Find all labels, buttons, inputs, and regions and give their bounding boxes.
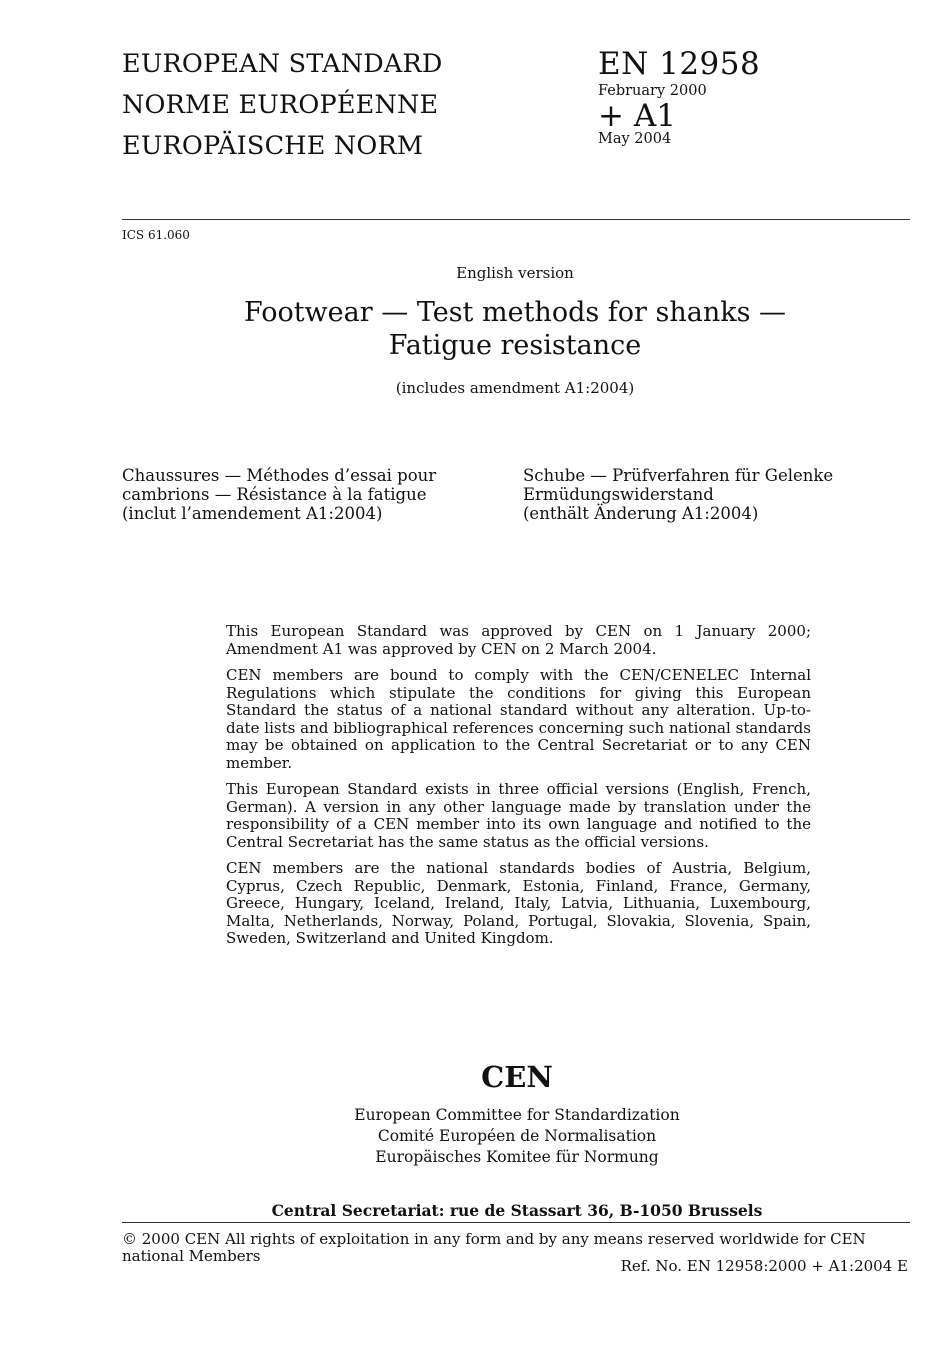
statement-paragraph: CEN members are bound to comply with the CEN/CENELEC Internal Regulations which stipulate the conditions for giving this European Standard the status of a national standard without any alteration. Up-to-date lists and bibliographical references concerning such national standards may be obtained on application to the Central Secretariat or to any CEN member.	[226, 666, 811, 772]
footer-divider	[122, 1222, 910, 1223]
cen-name-english: European Committee for Standardization	[354, 1106, 680, 1124]
standard-identifier	[598, 46, 760, 148]
german-title-line: (enthält Änderung A1:2004)	[523, 504, 759, 523]
french-title-line: (inclut l’amendement A1:2004)	[122, 504, 383, 523]
header-divider	[122, 219, 910, 220]
amendment-date: May 2004	[598, 131, 672, 147]
standard-name-english: EUROPEAN STANDARD	[122, 49, 443, 79]
copyright-notice: © 2000 CEN All rights of exploitation in any form and by any means reserved worldwide for CEN national Members	[122, 1230, 866, 1265]
cen-logo: CEN	[481, 1060, 553, 1094]
french-title	[122, 466, 436, 523]
statement-paragraph: This European Standard exists in three official versions (English, French, German). A version in any other language made by translation under the responsibility of a CEN member into its own language and notified to the Central Secretariat has the same status as the official versions.	[226, 780, 811, 851]
amendment-number: + A1	[598, 98, 676, 134]
standard-names	[122, 44, 443, 167]
standard-name-german: EUROPÄISCHE NORM	[122, 131, 424, 161]
title-line: Footwear — Test methods for shanks —	[243, 297, 787, 328]
french-title-line: Chaussures — Méthodes d’essai pour	[122, 466, 437, 485]
french-title-line: cambrions — Résistance à la fatigue	[122, 485, 427, 504]
german-title-line: Ermüdungswiderstand	[523, 485, 714, 504]
central-secretariat: Central Secretariat: rue de Stassart 36, B-1050 Brussels	[271, 1201, 763, 1220]
cen-name-german: Europäisches Komitee für Normung	[375, 1148, 659, 1166]
en-date: February 2000	[598, 83, 707, 99]
german-title	[523, 466, 833, 523]
approval-statement	[226, 623, 811, 957]
cen-identity	[122, 1060, 912, 1168]
german-title-line: Schube — Prüfverfahren für Gelenke	[523, 466, 834, 485]
reference-number: Ref. No. EN 12958:2000 + A1:2004 E	[620, 1257, 908, 1275]
statement-paragraph: This European Standard was approved by CEN on 1 January 2000; Amendment A1 was approved by CEN on 2 March 2004.	[226, 622, 811, 658]
en-number: EN 12958	[598, 46, 761, 82]
includes-amendment: (includes amendment A1:2004)	[395, 379, 635, 397]
statement-paragraph: CEN members are the national standards bodies of Austria, Belgium, Cyprus, Czech Republic, Denmark, Estonia, Finland, France, Germany, Greece, Hungary, Iceland, Ireland, Italy, Latvia, Lithuania, Luxembourg, Malta, Netherlands, Norway, Poland, Portugal, Slovakia, Slovenia, Spain, Sweden, Switzerland and United Kingdom.	[226, 859, 811, 947]
version-label: English version	[456, 264, 574, 282]
ics-code: ICS 61.060	[122, 228, 190, 242]
document-title	[122, 296, 908, 362]
title-line: Fatigue resistance	[388, 330, 642, 361]
cen-name-french: Comité Européen de Normalisation	[377, 1127, 657, 1145]
standard-name-french: NORME EUROPÉENNE	[122, 90, 439, 120]
cen-names	[122, 1105, 912, 1168]
